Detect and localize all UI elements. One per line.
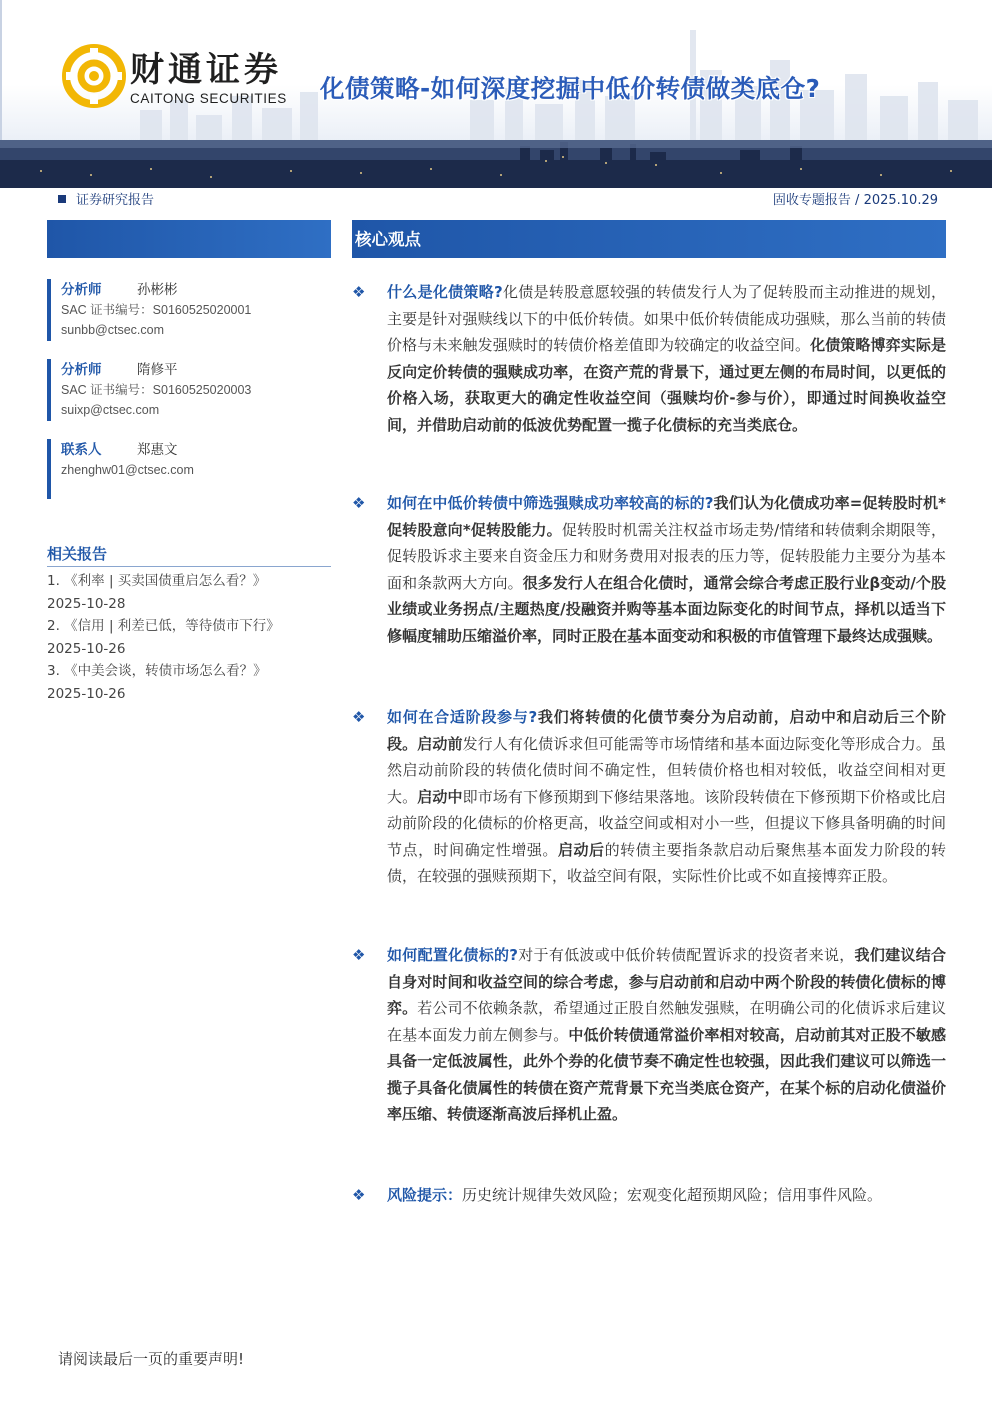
point-emphasis: 我们建议结合自身对时间和收益空间的综合考虑，参与启动前和启动中两个阶段的转债化债标的博弈。 — [387, 946, 946, 1017]
related-reports-title: 相关报告 — [47, 545, 108, 563]
report-header — [0, 0, 992, 188]
related-reports-divider — [47, 566, 331, 567]
point-question: 什么是化债策略? — [387, 283, 503, 301]
disclaimer-note: 请阅读最后一页的重要声明! — [58, 1350, 245, 1368]
report-category-date: 固收专题报告 / 2025.10.29 — [772, 193, 938, 208]
square-bullet-icon — [58, 195, 66, 203]
left-column-header-bar — [47, 220, 331, 258]
point-emphasis: 中低价转债通常溢价率相对较高，启动前其对正股不敏感具备一定低波属性，此外个券的化债节奏不确定性也较强，因此我们建议可以筛选一揽子具备化债属性的转债在资产荒背景下充当类底仓资产，在某个标的启动化债溢价率压缩、转债逐渐高波后择机止盈。 — [387, 1025, 946, 1123]
analyst-name: 孙彬彬 — [137, 282, 178, 298]
diamond-bullet-icon: ❖ — [352, 708, 366, 726]
report-title: 化债策略-如何深度挖掘中低价转债做类底仓? — [320, 74, 821, 103]
point-emphasis: 启动中 — [417, 787, 463, 806]
related-report-title[interactable]: 2. 《信用 | 利差已低，等待债市下行》 — [47, 618, 280, 634]
risk-text: 历史统计规律失效风险；宏观变化超预期风险；信用事件风险。 — [462, 1186, 883, 1204]
related-reports-list — [47, 570, 337, 705]
brand-name-cn: 财通证券 — [130, 50, 282, 90]
core-point — [352, 490, 946, 649]
core-view-title: 核心观点 — [355, 230, 421, 249]
diamond-bullet-icon: ❖ — [352, 283, 366, 301]
brand-name-en: CAITONG SECURITIES — [130, 91, 287, 106]
point-text: 即市场有下修预期到下修结果落地。该阶段转债在下修预期下价格或比启动前阶段的化债标的价格更高，收益空间或相对小一些，但提议下修具备明确的时间节点，时间确定性增强。 — [387, 787, 946, 859]
contact-block — [47, 439, 331, 499]
analyst-block — [47, 359, 331, 421]
report-type-label — [58, 192, 154, 210]
point-text: 的转债主要指条款启动后聚焦基本面发力阶段的转债，在较强的强赎预期下，收益空间有限，实际性价比或不如直接博弈正股。 — [387, 840, 946, 885]
analyst-email: suixp@ctsec.com — [61, 403, 160, 417]
contact-name: 郑惠文 — [137, 442, 178, 458]
analyst-email: sunbb@ctsec.com — [61, 323, 165, 337]
point-emphasis: 启动后 — [557, 840, 605, 859]
contact-email: zhenghw01@ctsec.com — [61, 463, 194, 477]
core-point — [352, 704, 946, 890]
analyst-role: 分析师 — [61, 282, 102, 298]
related-report-title[interactable]: 1. 《利率 | 买卖国债重启怎么看？》 — [47, 573, 267, 589]
analyst-sac-number: SAC 证书编号：S0160525020003 — [61, 383, 252, 397]
core-point-risk — [352, 1182, 946, 1209]
risk-label: 风险提示： — [387, 1186, 463, 1204]
diamond-bullet-icon: ❖ — [352, 494, 366, 512]
analyst-role: 分析师 — [61, 362, 102, 378]
point-text: 对于有低波或中低价转债配置诉求的投资者来说， — [517, 946, 855, 964]
related-report-title[interactable]: 3. 《中美会谈，转债市场怎么看？》 — [47, 663, 267, 679]
contact-role: 联系人 — [61, 442, 102, 458]
point-emphasis: 很多发行人在组合化债时，通常会综合考虑正股行业β变动/个股业绩或业务拐点/主题热度/投融资并购等基本面边际变化的时间节点，择机以适当下修幅度辅助压缩溢价率，同时正股在基本面变动和积极的市值管理下最终达成强赎。 — [387, 573, 946, 645]
point-text: 化债是转股意愿较强的转债发行人为了促转股而主动推进的规划，主要是针对强赎线以下的中低价转债。如果中低价转债能成功强赎，那么当前的转债价格与未来触发强赎时的转债价格差值即为较确定的收益空间。 — [387, 283, 946, 354]
point-text: 促转股时机需关注权益市场走势/情绪和转债剩余期限等，促转股诉求主要来自资金压力和财务费用对报表的压力等，促转股能力主要分为基本面和条款两大方向。 — [387, 520, 946, 592]
point-emphasis: 我们将转债的化债节奏分为启动前，启动中和启动后三个阶段。启动前 — [387, 708, 946, 753]
related-report-date: 2025-10-26 — [47, 640, 126, 657]
point-question: 如何在合适阶段参与? — [387, 708, 538, 726]
core-point — [352, 279, 946, 438]
diamond-bullet-icon: ❖ — [352, 946, 366, 964]
point-question: 如何配置化债标的? — [387, 946, 518, 964]
analyst-sac-number: SAC 证书编号：S0160525020001 — [61, 303, 252, 317]
report-type-text: 证券研究报告 — [76, 193, 155, 208]
analyst-block — [47, 279, 331, 341]
related-report-date: 2025-10-28 — [47, 595, 126, 612]
analyst-name: 隋修平 — [137, 362, 178, 378]
point-emphasis: 化债策略博弈实际是反向定价转债的强赎成功率，在资产荒的背景下，通过更左侧的布局时间，以更低的价格入场，获取更大的确定性收益空间（强赎均价-参与价），即通过时间换收益空间，并借助启动前的低波优势配置一揽子化债标的充当类底仓。 — [387, 336, 946, 434]
core-point — [352, 942, 946, 1128]
core-view-header-bar — [352, 220, 946, 258]
point-text: 若公司不依赖条款，希望通过正股自然触发强赎，在明确公司的化债诉求后建议在基本面发力前左侧参与。 — [387, 999, 946, 1044]
related-report-date: 2025-10-26 — [47, 685, 126, 702]
point-emphasis: 我们认为化债成功率=促转股时机*促转股意向*促转股能力。 — [387, 494, 946, 539]
point-text: 发行人有化债诉求但可能需等市场情绪和基本面边际变化等形成合力。虽然启动前阶段的转债化债时间不确定性，但转债价格也相对较低，收益空间相对更大。 — [387, 734, 946, 806]
caitong-logo-icon — [62, 44, 126, 108]
diamond-bullet-icon: ❖ — [352, 1186, 366, 1204]
point-question: 如何在中低价转债中筛选强赎成功率较高的标的? — [387, 494, 714, 512]
